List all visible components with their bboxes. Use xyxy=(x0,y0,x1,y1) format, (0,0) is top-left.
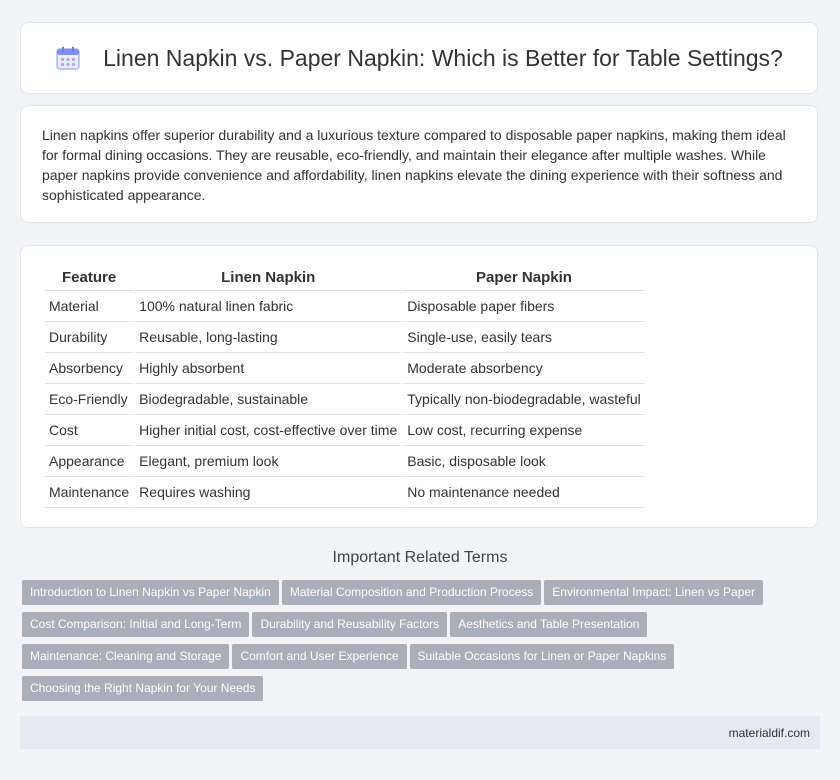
table-cell: Absorbency xyxy=(45,353,133,384)
related-term-tag[interactable]: Durability and Reusability Factors xyxy=(252,612,447,637)
table-cell: Higher initial cost, cost-effective over time xyxy=(135,415,401,446)
related-term-tag[interactable]: Introduction to Linen Napkin vs Paper Napkin xyxy=(22,580,279,605)
related-term-tag[interactable]: Comfort and User Experience xyxy=(232,644,406,669)
table-cell: Eco-Friendly xyxy=(45,384,133,415)
table-cell: 100% natural linen fabric xyxy=(135,291,401,322)
header-card xyxy=(20,22,818,94)
column-header-linen: Linen Napkin xyxy=(135,264,401,291)
table-cell: Typically non-biodegradable, wasteful xyxy=(403,384,644,415)
table-header-row xyxy=(45,264,645,291)
related-terms-title: Important Related Terms xyxy=(332,549,508,566)
table-row xyxy=(45,384,645,415)
comparison-card xyxy=(20,245,818,528)
table-cell: Moderate absorbency xyxy=(403,353,644,384)
related-term-tag[interactable]: Environmental Impact: Linen vs Paper xyxy=(544,580,763,605)
table-row xyxy=(45,322,645,353)
table-cell: Maintenance xyxy=(45,477,133,508)
intro-card xyxy=(20,105,818,223)
table-cell: Elegant, premium look xyxy=(135,446,401,477)
related-term-tag[interactable]: Suitable Occasions for Linen or Paper Napkins xyxy=(410,644,675,669)
footer-site-link[interactable]: materialdif.com xyxy=(728,726,810,740)
table-row xyxy=(45,446,645,477)
related-term-tag[interactable]: Material Composition and Production Process xyxy=(282,580,541,605)
related-term-tag[interactable]: Maintenance: Cleaning and Storage xyxy=(22,644,229,669)
table-cell: No maintenance needed xyxy=(403,477,644,508)
table-cell: Requires washing xyxy=(135,477,401,508)
table-cell: Low cost, recurring expense xyxy=(403,415,644,446)
related-term-tag[interactable]: Aesthetics and Table Presentation xyxy=(450,612,647,637)
column-header-paper: Paper Napkin xyxy=(403,264,644,291)
related-terms-list xyxy=(22,580,812,708)
table-cell: Disposable paper fibers xyxy=(403,291,644,322)
table-cell: Biodegradable, sustainable xyxy=(135,384,401,415)
column-header-feature: Feature xyxy=(45,264,133,291)
table-cell: Material xyxy=(45,291,133,322)
table-cell: Single-use, easily tears xyxy=(403,322,644,353)
table-cell: Appearance xyxy=(45,446,133,477)
intro-paragraph: Linen napkins offer superior durability and a luxurious texture compared to disposable paper napkins, making them ideal for formal dining occasions. They are reusable, eco-friendly, and maintain their elegance after multiple washes. While paper napkins provide convenience and affordability, linen napkins elevate the dining experience with their softness and sophisticated appearance. xyxy=(42,127,786,203)
table-cell: Cost xyxy=(45,415,133,446)
footer xyxy=(20,716,820,749)
table-row xyxy=(45,477,645,508)
table-cell: Basic, disposable look xyxy=(403,446,644,477)
related-term-tag[interactable]: Cost Comparison: Initial and Long-Term xyxy=(22,612,249,637)
table-row xyxy=(45,415,645,446)
calendar-icon xyxy=(55,45,81,71)
related-term-tag[interactable]: Choosing the Right Napkin for Your Needs xyxy=(22,676,263,701)
table-cell: Reusable, long-lasting xyxy=(135,322,401,353)
table-row xyxy=(45,291,645,322)
page-title: Linen Napkin vs. Paper Napkin: Which is Better for Table Settings? xyxy=(103,44,783,71)
table-row xyxy=(45,353,645,384)
comparison-table xyxy=(43,264,647,508)
table-cell: Highly absorbent xyxy=(135,353,401,384)
table-cell: Durability xyxy=(45,322,133,353)
